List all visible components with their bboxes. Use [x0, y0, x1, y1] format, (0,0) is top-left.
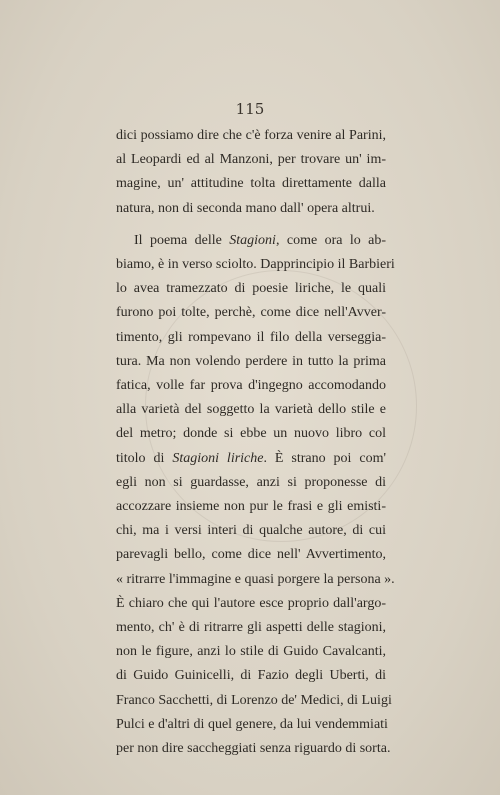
body-text [116, 124, 395, 761]
text-line: dici possiamo dire che c'è forza venire al Parini, [116, 128, 386, 143]
text-line: di Guido Guinicelli, di Fazio degli Uberti, di [116, 668, 386, 684]
text-line: Pulci e d'altri di quel genere, da lui vendemmiati [116, 716, 388, 732]
text-line: titolo di Stagioni liriche. È strano poi com' [116, 450, 387, 466]
text-line: chi, ma i versi interi di qualche autore, di cui [116, 523, 386, 539]
text-line: egli non si guardasse, anzi si proponesse di [116, 474, 386, 490]
text-line: È chiaro che qui l'autore esce proprio dall'argo- [116, 595, 386, 611]
text-line: mento, ch' è di ritrarre gli aspetti delle stagioni, [116, 620, 386, 636]
text-line: alla varietà del soggetto la varietà dello stile e [116, 402, 386, 418]
text-line: biamo, è in verso sciolto. Dapprincipio il Barbieri [116, 257, 395, 273]
text-line: fatica, volle far prova d'ingegno accomodando [116, 378, 386, 394]
text-line: natura, non di seconda mano dall' opera altrui. [116, 200, 375, 216]
text-line: « ritrarre l'immagine e quasi porgere la persona ». [116, 571, 395, 587]
paragraph-1 [116, 124, 386, 221]
text-line: non le figure, anzi lo stile di Guido Cavalcanti, [116, 644, 386, 660]
paragraph-2 [116, 229, 395, 761]
page-number: 115 [235, 100, 265, 118]
text-line: per non dire saccheggiati senza riguardo di sorta. [116, 741, 391, 757]
text-line: accozzare insieme non pur le frasi e gli emisti- [116, 499, 386, 515]
text-line: furono poi tolte, perchè, come dice nell'Avver- [116, 305, 386, 321]
text-line: tura. Ma non volendo perdere in tutto la prima [116, 353, 386, 369]
text-line: parevagli bello, come dice nell' Avvertimento, [116, 547, 386, 563]
text-line: Franco Sacchetti, di Lorenzo de' Medici, di Luigi [116, 692, 392, 708]
text-line: del metro; donde si ebbe un nuovo libro col [116, 426, 386, 442]
text-line: Il poema delle Stagioni, come ora lo ab- [134, 232, 387, 248]
text-line: magine, un' attitudine tolta direttamente dalla [116, 176, 386, 192]
text-line: al Leopardi ed al Manzoni, per trovare un' im- [116, 152, 386, 168]
text-line: timento, gli rompevano il filo della verseggia- [116, 329, 386, 345]
text-line: lo avea tramezzato di poesie liriche, le quali [116, 281, 386, 297]
